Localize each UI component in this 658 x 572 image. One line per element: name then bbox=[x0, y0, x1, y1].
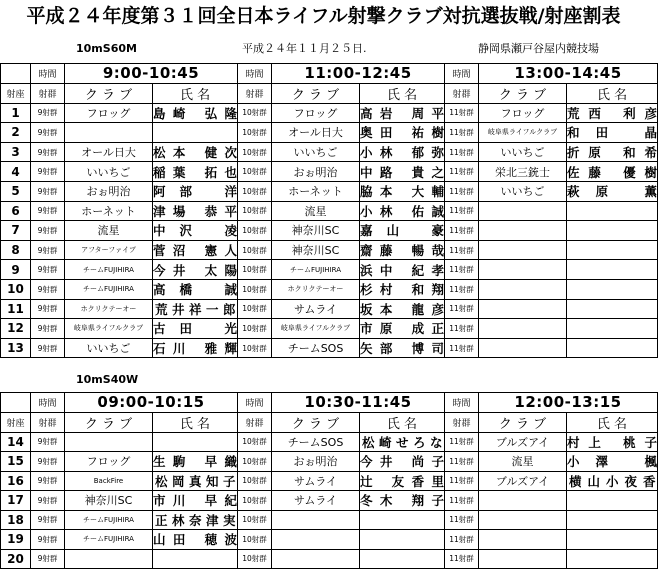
club-cell: BackFire bbox=[65, 471, 153, 491]
club-cell bbox=[479, 549, 567, 569]
club-cell: フロッグ bbox=[65, 452, 153, 472]
lane-number: 12 bbox=[1, 319, 31, 339]
flight-cell: 9射群 bbox=[31, 452, 65, 472]
club-cell: フロッグ bbox=[272, 103, 360, 123]
flight-cell: 10射群 bbox=[238, 452, 272, 472]
flight-time-header: 時間 bbox=[31, 393, 65, 413]
column-header-row bbox=[1, 83, 658, 103]
flight-cell: 11射群 bbox=[445, 201, 479, 221]
shooter-name-cell: 松岡真知子 bbox=[153, 471, 238, 491]
shooter-name-cell: 阿部 洋 bbox=[153, 181, 238, 201]
flight-cell: 10射群 bbox=[238, 319, 272, 339]
shooter-name-cell bbox=[567, 201, 658, 221]
flight-cell: 9射群 bbox=[31, 260, 65, 280]
shooter-name-cell: 坂本 龍彦 bbox=[360, 299, 445, 319]
club-header: ク ラ ブ bbox=[272, 83, 360, 103]
shooter-name-cell: 奥田 祐樹 bbox=[360, 123, 445, 143]
shooter-name-cell: 高岩 周平 bbox=[360, 103, 445, 123]
name-header: 氏 名 bbox=[360, 412, 445, 432]
lane-header: 射座 bbox=[1, 412, 31, 432]
club-cell bbox=[479, 260, 567, 280]
club-cell: 流星 bbox=[65, 221, 153, 241]
flight-time-header: 時間 bbox=[238, 393, 272, 413]
flight-cell: 10射群 bbox=[238, 338, 272, 358]
shooter-name-cell: 荒井祥一郎 bbox=[153, 299, 238, 319]
flight-cell: 9射群 bbox=[31, 142, 65, 162]
club-cell: チームFUJIHIRA bbox=[65, 510, 153, 530]
shooter-name-cell: 松崎せろな bbox=[360, 432, 445, 452]
lane-number: 18 bbox=[1, 510, 31, 530]
club-cell bbox=[479, 201, 567, 221]
shooter-name-cell: 小林 佑誠 bbox=[360, 201, 445, 221]
shooter-name-cell: 萩原 薫 bbox=[567, 181, 658, 201]
table-row bbox=[1, 530, 658, 550]
table-row bbox=[1, 491, 658, 511]
club-cell: いいちご bbox=[65, 162, 153, 182]
table-row bbox=[1, 221, 658, 241]
flight-cell: 10射群 bbox=[238, 123, 272, 143]
club-cell: 神奈川SC bbox=[272, 240, 360, 260]
flight-cell: 11射群 bbox=[445, 103, 479, 123]
flight-cell: 9射群 bbox=[31, 221, 65, 241]
club-cell: おぉ明治 bbox=[65, 181, 153, 201]
shooter-name-cell bbox=[567, 510, 658, 530]
session-time: 10:30-11:45 bbox=[272, 393, 445, 413]
table-row bbox=[1, 471, 658, 491]
event-date: 平成２４年１１月２５日. bbox=[242, 42, 367, 55]
club-cell bbox=[272, 549, 360, 569]
shooter-name-cell bbox=[360, 549, 445, 569]
table-row bbox=[1, 162, 658, 182]
club-cell: チームFUJIHIRA bbox=[65, 260, 153, 280]
club-cell: 流星 bbox=[479, 452, 567, 472]
venue-name: 静岡県瀬戸谷屋内競技場 bbox=[478, 42, 599, 55]
club-cell: ブルズアイ bbox=[479, 432, 567, 452]
shooter-name-cell bbox=[567, 491, 658, 511]
table-row bbox=[1, 201, 658, 221]
shooter-name-cell: 市川 早紀 bbox=[153, 491, 238, 511]
flight-cell: 11射群 bbox=[445, 319, 479, 339]
shooter-name-cell: 市原 成正 bbox=[360, 319, 445, 339]
flight-cell: 9射群 bbox=[31, 103, 65, 123]
lane-number: 16 bbox=[1, 471, 31, 491]
corner-cell bbox=[1, 64, 31, 84]
club-cell: 岐阜県ライフルクラブ bbox=[65, 319, 153, 339]
shooter-name-cell bbox=[567, 338, 658, 358]
club-cell: 岐阜県ライフルクラブ bbox=[479, 123, 567, 143]
shooter-name-cell: 小林 郁弥 bbox=[360, 142, 445, 162]
club-header: ク ラ ブ bbox=[65, 83, 153, 103]
flight-cell: 9射群 bbox=[31, 201, 65, 221]
shooter-name-cell: 脇本 大輔 bbox=[360, 181, 445, 201]
session-time: 9:00-10:45 bbox=[65, 64, 238, 84]
shooter-name-cell: 今井 尚子 bbox=[360, 452, 445, 472]
event-1-label: 10mS60M bbox=[76, 42, 137, 55]
shooter-name-cell: 村上 桃子 bbox=[567, 432, 658, 452]
shooter-name-cell: 菅沼 憲人 bbox=[153, 240, 238, 260]
club-cell: いいちご bbox=[479, 181, 567, 201]
flight-cell: 11射群 bbox=[445, 338, 479, 358]
lane-number: 11 bbox=[1, 299, 31, 319]
flight-cell: 10射群 bbox=[238, 279, 272, 299]
flight-cell: 9射群 bbox=[31, 549, 65, 569]
club-cell bbox=[479, 491, 567, 511]
lane-number: 5 bbox=[1, 181, 31, 201]
flight-cell: 11射群 bbox=[445, 221, 479, 241]
shooter-name-cell: 津場 恭平 bbox=[153, 201, 238, 221]
table-row bbox=[1, 260, 658, 280]
shooter-name-cell: 荒西 利彦 bbox=[567, 103, 658, 123]
name-header: 氏 名 bbox=[567, 412, 658, 432]
flight-cell: 9射群 bbox=[31, 279, 65, 299]
flight-cell: 9射群 bbox=[31, 338, 65, 358]
flight-cell: 11射群 bbox=[445, 279, 479, 299]
flight-cell: 11射群 bbox=[445, 432, 479, 452]
shooter-name-cell: 古田 光 bbox=[153, 319, 238, 339]
name-header: 氏 名 bbox=[153, 412, 238, 432]
club-cell: 岐阜県ライフルクラブ bbox=[272, 319, 360, 339]
flight-header: 射群 bbox=[31, 83, 65, 103]
table-row bbox=[1, 319, 658, 339]
flight-cell: 9射群 bbox=[31, 530, 65, 550]
club-cell bbox=[479, 240, 567, 260]
flight-header: 射群 bbox=[238, 412, 272, 432]
shooter-name-cell bbox=[153, 549, 238, 569]
club-cell: ブルズアイ bbox=[479, 471, 567, 491]
shooter-name-cell: 横山小夜香 bbox=[567, 471, 658, 491]
flight-cell: 10射群 bbox=[238, 103, 272, 123]
shooter-name-cell: 中沢 凌 bbox=[153, 221, 238, 241]
flight-cell: 11射群 bbox=[445, 240, 479, 260]
flight-cell: 10射群 bbox=[238, 240, 272, 260]
flight-cell: 11射群 bbox=[445, 491, 479, 511]
column-header-row bbox=[1, 412, 658, 432]
club-cell: アフターファイブ bbox=[65, 240, 153, 260]
club-header: ク ラ ブ bbox=[272, 412, 360, 432]
shooter-name-cell bbox=[567, 221, 658, 241]
shooter-name-cell: 佐藤 優樹 bbox=[567, 162, 658, 182]
lane-number: 1 bbox=[1, 103, 31, 123]
club-cell: ホーネット bbox=[65, 201, 153, 221]
flight-cell: 11射群 bbox=[445, 260, 479, 280]
table-row bbox=[1, 103, 658, 123]
flight-cell: 11射群 bbox=[445, 452, 479, 472]
schedule-table-40w bbox=[0, 392, 658, 569]
flight-header: 射群 bbox=[445, 83, 479, 103]
shooter-name-cell: 冬木 翔子 bbox=[360, 491, 445, 511]
club-cell: オール日大 bbox=[272, 123, 360, 143]
flight-cell: 10射群 bbox=[238, 260, 272, 280]
table-row bbox=[1, 240, 658, 260]
lane-number: 13 bbox=[1, 338, 31, 358]
club-cell bbox=[272, 510, 360, 530]
flight-cell: 9射群 bbox=[31, 162, 65, 182]
club-cell: ホーネット bbox=[272, 181, 360, 201]
flight-cell: 9射群 bbox=[31, 240, 65, 260]
table-row bbox=[1, 510, 658, 530]
club-cell bbox=[65, 123, 153, 143]
club-cell: オール日大 bbox=[65, 142, 153, 162]
flight-cell: 9射群 bbox=[31, 471, 65, 491]
club-cell: いいちご bbox=[272, 142, 360, 162]
club-cell: いいちご bbox=[479, 142, 567, 162]
club-cell: いいちご bbox=[65, 338, 153, 358]
lane-number: 14 bbox=[1, 432, 31, 452]
flight-cell: 11射群 bbox=[445, 123, 479, 143]
session-time: 12:00-13:15 bbox=[479, 393, 658, 413]
club-cell: ホクリクテーオー bbox=[272, 279, 360, 299]
club-cell: チームSOS bbox=[272, 432, 360, 452]
flight-time-header: 時間 bbox=[31, 64, 65, 84]
shooter-name-cell: 石川 雅輝 bbox=[153, 338, 238, 358]
club-cell: サムライ bbox=[272, 471, 360, 491]
flight-cell: 11射群 bbox=[445, 510, 479, 530]
shooter-name-cell: 折原 和希 bbox=[567, 142, 658, 162]
club-cell bbox=[479, 299, 567, 319]
shooter-name-cell: 生駒 早織 bbox=[153, 452, 238, 472]
club-cell: フロッグ bbox=[65, 103, 153, 123]
club-cell: サムライ bbox=[272, 299, 360, 319]
lane-number: 7 bbox=[1, 221, 31, 241]
club-cell: 流星 bbox=[272, 201, 360, 221]
table-row bbox=[1, 123, 658, 143]
club-cell bbox=[479, 319, 567, 339]
lane-number: 2 bbox=[1, 123, 31, 143]
flight-cell: 10射群 bbox=[238, 491, 272, 511]
flight-cell: 11射群 bbox=[445, 471, 479, 491]
flight-cell: 10射群 bbox=[238, 530, 272, 550]
session-time: 13:00-14:45 bbox=[479, 64, 658, 84]
name-header: 氏 名 bbox=[153, 83, 238, 103]
shooter-name-cell bbox=[360, 510, 445, 530]
flight-cell: 10射群 bbox=[238, 299, 272, 319]
club-header: ク ラ ブ bbox=[479, 412, 567, 432]
lane-number: 19 bbox=[1, 530, 31, 550]
club-cell bbox=[65, 549, 153, 569]
lane-number: 4 bbox=[1, 162, 31, 182]
lane-number: 10 bbox=[1, 279, 31, 299]
shooter-name-cell bbox=[153, 432, 238, 452]
table-row bbox=[1, 142, 658, 162]
lane-number: 8 bbox=[1, 240, 31, 260]
club-cell: 神奈川SC bbox=[272, 221, 360, 241]
shooter-name-cell bbox=[567, 319, 658, 339]
table-row bbox=[1, 299, 658, 319]
table-row bbox=[1, 549, 658, 569]
club-cell: サムライ bbox=[272, 491, 360, 511]
flight-cell: 10射群 bbox=[238, 510, 272, 530]
flight-cell: 9射群 bbox=[31, 123, 65, 143]
club-header: ク ラ ブ bbox=[479, 83, 567, 103]
shooter-name-cell: 高橋 誠 bbox=[153, 279, 238, 299]
lane-number: 9 bbox=[1, 260, 31, 280]
flight-cell: 10射群 bbox=[238, 142, 272, 162]
club-cell bbox=[479, 530, 567, 550]
corner-cell bbox=[1, 393, 31, 413]
lane-number: 6 bbox=[1, 201, 31, 221]
flight-time-header: 時間 bbox=[238, 64, 272, 84]
club-cell bbox=[479, 338, 567, 358]
session-time: 11:00-12:45 bbox=[272, 64, 445, 84]
flight-cell: 9射群 bbox=[31, 510, 65, 530]
club-cell: 栄北三銃士 bbox=[479, 162, 567, 182]
flight-header: 射群 bbox=[31, 412, 65, 432]
flight-time-header: 時間 bbox=[445, 393, 479, 413]
flight-time-header: 時間 bbox=[445, 64, 479, 84]
event-2-label: 10mS40W bbox=[76, 373, 139, 386]
shooter-name-cell bbox=[567, 260, 658, 280]
shooter-name-cell: 嘉山 豪 bbox=[360, 221, 445, 241]
shooter-name-cell bbox=[567, 549, 658, 569]
club-cell: フロッグ bbox=[479, 103, 567, 123]
shooter-name-cell: 正林奈津実 bbox=[153, 510, 238, 530]
club-cell: チームFUJIHIRA bbox=[65, 530, 153, 550]
lane-number: 15 bbox=[1, 452, 31, 472]
shooter-name-cell bbox=[360, 530, 445, 550]
club-cell: ホクリクテーオー bbox=[65, 299, 153, 319]
table-row bbox=[1, 452, 658, 472]
flight-cell: 10射群 bbox=[238, 549, 272, 569]
flight-cell: 9射群 bbox=[31, 491, 65, 511]
club-cell bbox=[272, 530, 360, 550]
club-cell: おぉ明治 bbox=[272, 162, 360, 182]
club-cell: チームFUJIHIRA bbox=[272, 260, 360, 280]
flight-cell: 10射群 bbox=[238, 471, 272, 491]
shooter-name-cell: 矢部 博司 bbox=[360, 338, 445, 358]
shooter-name-cell: 中路 貴之 bbox=[360, 162, 445, 182]
flight-cell: 11射群 bbox=[445, 549, 479, 569]
table-row bbox=[1, 279, 658, 299]
shooter-name-cell: 齋藤 暢哉 bbox=[360, 240, 445, 260]
club-cell: チームFUJIHIRA bbox=[65, 279, 153, 299]
shooter-name-cell: 辻 友香里 bbox=[360, 471, 445, 491]
club-cell: おぉ明治 bbox=[272, 452, 360, 472]
shooter-name-cell bbox=[153, 123, 238, 143]
shooter-name-cell: 杉村 和翔 bbox=[360, 279, 445, 299]
name-header: 氏 名 bbox=[360, 83, 445, 103]
flight-header: 射群 bbox=[238, 83, 272, 103]
club-cell bbox=[65, 432, 153, 452]
flight-cell: 9射群 bbox=[31, 319, 65, 339]
shooter-name-cell bbox=[567, 279, 658, 299]
name-header: 氏 名 bbox=[567, 83, 658, 103]
shooter-name-cell: 山田 穂波 bbox=[153, 530, 238, 550]
shooter-name-cell: 稲葉 拓也 bbox=[153, 162, 238, 182]
session-time-row bbox=[1, 393, 658, 413]
shooter-name-cell: 島崎 弘隆 bbox=[153, 103, 238, 123]
shooter-name-cell: 小澤 楓 bbox=[567, 452, 658, 472]
flight-cell: 10射群 bbox=[238, 181, 272, 201]
page-title: 平成２４年度第３１回全日本ライフル射撃クラブ対抗選抜戦/射座割表 bbox=[26, 5, 621, 27]
flight-cell: 10射群 bbox=[238, 432, 272, 452]
lane-number: 20 bbox=[1, 549, 31, 569]
shooter-name-cell: 和田 晶 bbox=[567, 123, 658, 143]
flight-cell: 11射群 bbox=[445, 162, 479, 182]
shooter-name-cell bbox=[567, 299, 658, 319]
flight-cell: 11射群 bbox=[445, 181, 479, 201]
table-row bbox=[1, 181, 658, 201]
lane-number: 3 bbox=[1, 142, 31, 162]
club-cell: 神奈川SC bbox=[65, 491, 153, 511]
flight-cell: 10射群 bbox=[238, 201, 272, 221]
club-cell bbox=[479, 221, 567, 241]
lane-number: 17 bbox=[1, 491, 31, 511]
flight-cell: 11射群 bbox=[445, 530, 479, 550]
club-header: ク ラ ブ bbox=[65, 412, 153, 432]
shooter-name-cell: 浜中 紀孝 bbox=[360, 260, 445, 280]
flight-header: 射群 bbox=[445, 412, 479, 432]
flight-cell: 9射群 bbox=[31, 299, 65, 319]
table-row bbox=[1, 338, 658, 358]
shooter-name-cell bbox=[567, 530, 658, 550]
flight-cell: 10射群 bbox=[238, 221, 272, 241]
club-cell: チームSOS bbox=[272, 338, 360, 358]
shooter-name-cell: 今井 太陽 bbox=[153, 260, 238, 280]
club-cell bbox=[479, 279, 567, 299]
shooter-name-cell bbox=[567, 240, 658, 260]
lane-header: 射座 bbox=[1, 83, 31, 103]
flight-cell: 11射群 bbox=[445, 142, 479, 162]
club-cell bbox=[479, 510, 567, 530]
flight-cell: 11射群 bbox=[445, 299, 479, 319]
schedule-table-60m bbox=[0, 63, 658, 358]
session-time-row bbox=[1, 64, 658, 84]
shooter-name-cell: 松本 健次 bbox=[153, 142, 238, 162]
flight-cell: 9射群 bbox=[31, 432, 65, 452]
flight-cell: 10射群 bbox=[238, 162, 272, 182]
session-time: 09:00-10:15 bbox=[65, 393, 238, 413]
flight-cell: 9射群 bbox=[31, 181, 65, 201]
table-row bbox=[1, 432, 658, 452]
